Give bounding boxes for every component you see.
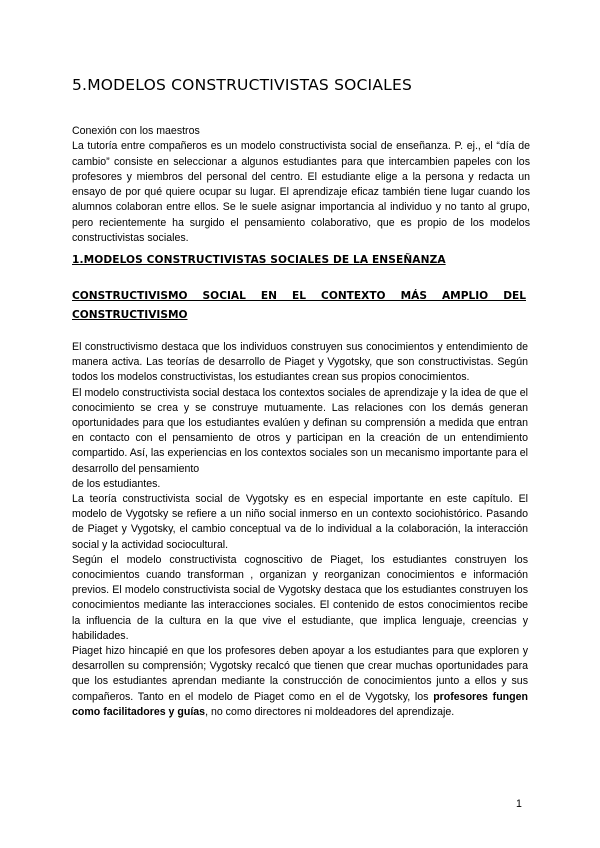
paragraph-4: Según el modelo constructivista cognoscitivo de Piaget, los estudiantes construyen los conocimientos cuando transforman , organizan y reorganizan conocimientos e información previos. El modelo constructivista social de Vygotsky destaca que los estudiantes construyen los conocimientos mediante las interacciones sociales. El contenido de estos conocimientos recibe la influencia de la cultura en la que vive el estudiante, que implica lenguaje, creencias y habilidades.: [72, 553, 528, 642]
intro-paragraph: La tutoría entre compañeros es un modelo constructivista social de enseñanza. P. ej., el “día de cambio” consiste en seleccionar a algunos estudiantes para que intercambien papeles con los profesores y miembros del personal del centro. El estudiante elige a la persona y redacta un ensayo de por qué quiere ocupar su lugar. El aprendizaje eficaz también tiene lugar cuando los alumnos colaboran entre ellos. Se le suele asignar importancia al individuo y no tanto al grupo, pero recientemente ha surgido el pensamiento colaborativo, que es propio de los modelos constructivistas sociales.: [72, 140, 530, 245]
page-title: 5.MODELOS CONSTRUCTIVISTAS SOCIALES: [72, 76, 412, 94]
paragraph-5-start: Piaget hizo hincapié en que los profesores deben apoyar a los estudiantes para que exploren y desarrollen su comprensión; Vygotsky recalcó que tienen que crear muchas oportunidades para que los estudiantes aprendan mediante la construcción de conocimientos junto a ellos y sus compañeros. Tanto en el modelo de Piaget como en el de Vygotsky, los: [72, 645, 528, 703]
paragraph-2-tail: de los estudiantes.: [72, 477, 161, 490]
paragraph-2: El modelo constructivista social destaca los contextos sociales de aprendizaje y la idea de que el conocimiento se crea y se construye mutuamente. Las relaciones con los demás generan oportunidades para que los estudiantes evalúen y definan su comprensión a medida que entran en contacto con el pensamiento de otros y participan en la creación de un entendimiento compartido. Así, las experiencias en los contextos sociales son un mecanismo importante para el desarrollo del pensamiento: [72, 386, 528, 475]
paragraph-1: El constructivismo destaca que los individuos construyen sus conocimientos y entendimiento de manera activa. Las teorías de desarrollo de Piaget y Vygotsky, que son constructivistas. Según todos los modelos constructivistas, los estudiantes crean sus propios conocimientos.: [72, 341, 528, 384]
intro-label: Conexión con los maestros: [72, 125, 200, 137]
page-number: 1: [516, 798, 522, 810]
intro-section: [72, 124, 530, 246]
paragraph-5-bold: profesores fungen como facilitadores y guías: [72, 690, 528, 718]
paragraph-5-end: , no como directores ni moldeadores del aprendizaje.: [205, 705, 455, 718]
body-text: [72, 340, 528, 720]
section-heading: 1.MODELOS CONSTRUCTIVISTAS SOCIALES DE LA ENSEÑANZA: [72, 254, 446, 266]
paragraph-3: La teoría constructivista social de Vygotsky es en especial importante en este capítulo. El modelo de Vygotsky se refiere a un niño social inmerso en un contexto sociohistórico. Pasando de Piaget y Vygotsky, el cambio conceptual va de lo individual a la colaboración, la interacción social y la actividad sociocultural.: [72, 493, 528, 551]
paragraph-5: [72, 644, 528, 720]
subsection-heading: CONSTRUCTIVISMO SOCIAL EN EL CONTEXTO MÁS AMPLIO DEL CONSTRUCTIVISMO: [72, 290, 526, 321]
